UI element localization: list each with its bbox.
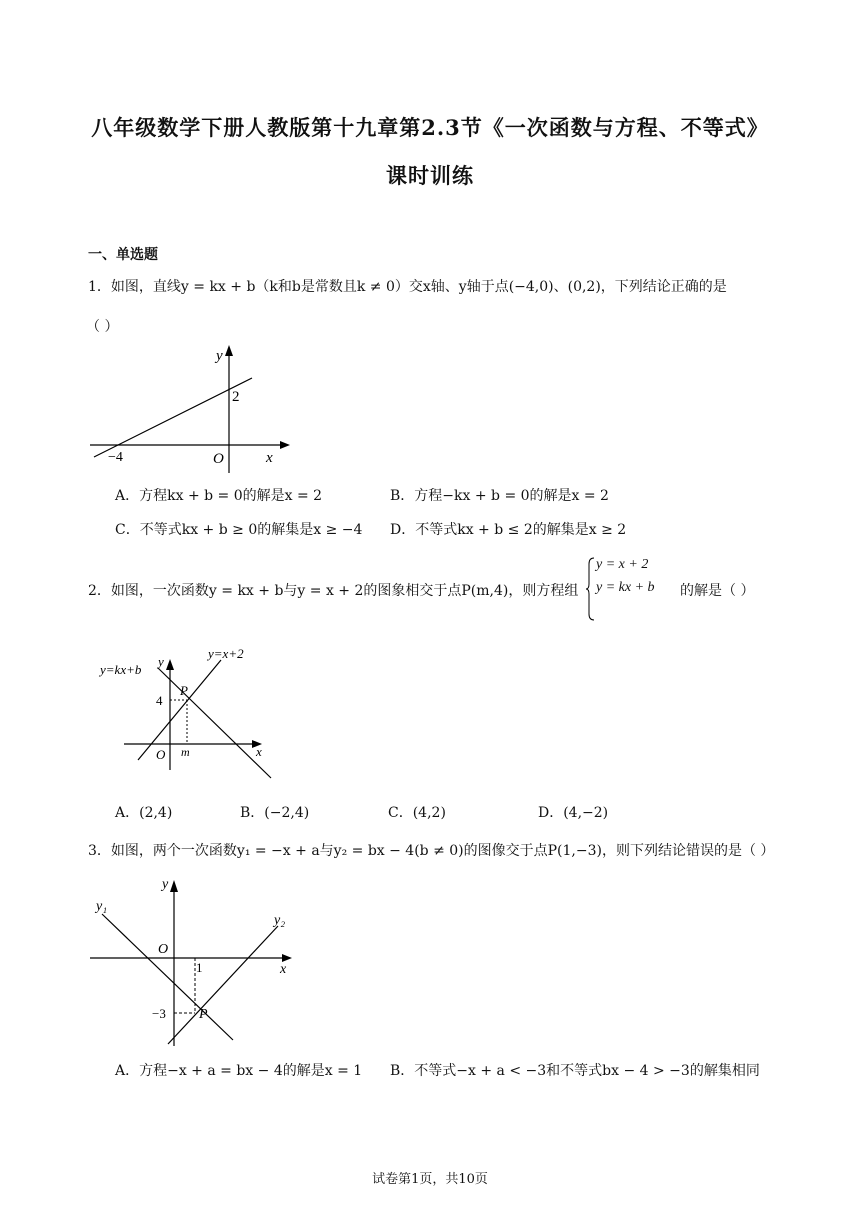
q3-y2-label: y₂ <box>274 913 286 928</box>
q2-origin-label: O <box>156 747 166 762</box>
q2-x-tick-label: m <box>181 745 190 759</box>
q2-stem-post: 的解是（ ） <box>680 583 755 599</box>
q2-y-tick-label: 4 <box>156 693 163 708</box>
q3-option-a[interactable]: A．方程−x + a = bx − 4的解是x = 1 <box>115 1063 363 1079</box>
q3-x-label: x <box>280 962 287 977</box>
section-heading: 一、单选题 <box>88 247 158 263</box>
q2-option-a[interactable]: A．(2,4) <box>115 805 173 821</box>
q1-graph <box>86 340 296 475</box>
q1-y-label: y <box>216 348 223 364</box>
q1-stem: 1．如图，直线y = kx + b（k和b是常数且k ≠ 0）交x轴、y轴于点(−4,0)、(0,2)，下列结论正确的是 <box>88 279 727 295</box>
q2-option-b[interactable]: B．(−2,4) <box>240 805 310 821</box>
q2-label-x-plus-2: y=x+2 <box>208 646 244 661</box>
q3-stem: 3．如图，两个一次函数y₁ = −x + a与y₂ = bx − 4(b ≠ 0)的图像交于点P(1,−3)，则下列结论错误的是（ ） <box>88 843 775 859</box>
q2-y-axis-arrow <box>166 659 174 670</box>
document-title-line1: 八年级数学下册人教版第十九章第2.3节《一次函数与方程、不等式》 <box>91 115 769 140</box>
q3-origin-label: O <box>158 942 169 957</box>
q3-y1-label: y₁ <box>96 899 108 914</box>
document-title-line2: 课时训练 <box>386 163 474 188</box>
page-footer: 试卷第1页，共10页 <box>372 1172 488 1187</box>
q3-graph <box>88 870 303 1050</box>
q2-point-label: P <box>180 683 188 698</box>
q2-x-label: x <box>256 744 262 759</box>
q2-y-label: y <box>158 654 164 669</box>
q1-y-intercept-label: 2 <box>232 389 240 405</box>
q3-x-tick-label: 1 <box>196 960 203 975</box>
q1-x-axis-arrow <box>280 441 290 449</box>
q3-line-y1 <box>102 914 233 1040</box>
q2-stem-pre: 2．如图，一次函数y = kx + b与y = x + 2的图象相交于点P(m,4)，则方程组 <box>88 583 579 599</box>
q2-option-c[interactable]: C．(4,2) <box>388 805 446 821</box>
q2-line-y-kx-plus-b <box>158 668 271 778</box>
q1-option-b[interactable]: B．方程−kx + b = 0的解是x = 2 <box>390 488 609 504</box>
q3-option-b[interactable]: B．不等式−x + a < −3和不等式bx − 4 > −3的解集相同 <box>390 1063 760 1079</box>
q3-y-tick-label: −3 <box>152 1006 166 1021</box>
q1-x-label: x <box>266 450 273 466</box>
q1-y-axis-arrow <box>225 345 233 356</box>
q3-y-label: y <box>162 877 169 892</box>
q1-x-intercept-label: −4 <box>108 450 123 465</box>
q1-answer-paren: （ ） <box>86 319 119 335</box>
q1-option-c[interactable]: C．不等式kx + b ≥ 0的解集是x ≥ −4 <box>115 522 363 538</box>
q1-option-d[interactable]: D．不等式kx + b ≤ 2的解集是x ≥ 2 <box>390 522 627 538</box>
q1-origin-label: O <box>213 451 224 467</box>
q3-line-y2 <box>168 926 278 1044</box>
q2-system-eq2: y = kx + b <box>596 580 655 595</box>
q3-y-axis-arrow <box>170 880 178 892</box>
q2-label-kx-plus-b: y=kx+b <box>100 662 142 677</box>
q2-graph <box>96 640 281 780</box>
q3-x-axis-arrow <box>282 954 292 962</box>
q2-system-brace <box>586 556 596 622</box>
q2-line-y-x-plus-2 <box>138 660 221 760</box>
q3-point-label: P <box>199 1007 208 1022</box>
q2-system-eq1: y = x + 2 <box>596 557 649 572</box>
q1-option-a[interactable]: A．方程kx + b = 0的解是x = 2 <box>115 488 323 504</box>
q2-option-d[interactable]: D．(4,−2) <box>538 805 609 821</box>
